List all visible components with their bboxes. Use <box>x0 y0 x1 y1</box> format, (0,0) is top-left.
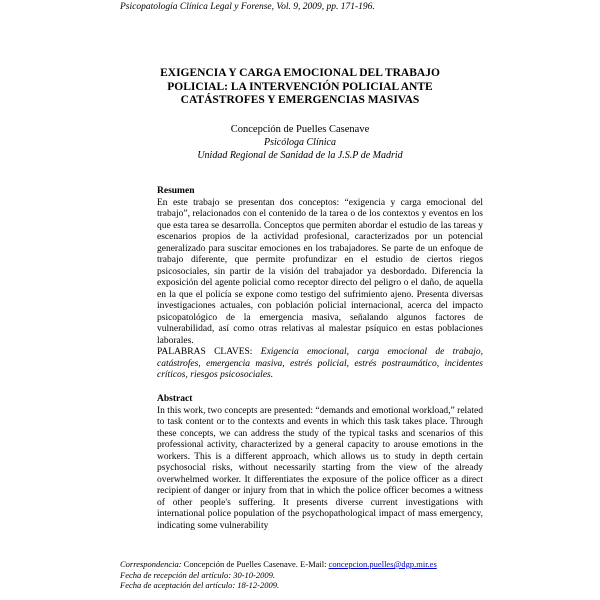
abstract-heading: Abstract <box>157 394 193 404</box>
keywords-list: Exigencia emocional, carga emocional de trabajo, catástrofes, emergencia masiva, estrés policial, estrés postraumático, incidentes críticos, riesgos psicosociales. <box>157 347 483 380</box>
author-role: Psicóloga Clínica <box>264 137 336 148</box>
author-name: Concepción de Puelles Casenave <box>230 124 370 135</box>
abstract-section <box>157 394 483 532</box>
keywords-label: PALABRAS CLAVES: <box>157 347 253 357</box>
correspondence-text: Concepción de Puelles Casenave. E-Mail: <box>183 559 327 569</box>
title-line-2: POLICIAL: LA INTERVENCIÓN POLICIAL ANTE <box>167 80 433 93</box>
resumen-body: En este trabajo se presentan dos conceptos: “exigencia y carga emocional del trabajo”, relacionados con el contenido de la tarea o de los contextos y eventos en los que esta tarea se desarrolla. Conceptos que permiten abordar el estudio de las tareas y escenarios propios de la actividad profesional, caracterizados por un potencial generalizado para suscitar emociones en los trabajadores. Se parte de un enfoque de trabajo diferente, que permite profundizar en el estudio de ciertos riegos psicosociales, sin partir de la visión del trabajador ya desbordado. Diferencia la exposición del agente policial como receptor directo del peligro o el daño, de aquella en la que el policía se expone como testigo del sufrimiento ajeno. Presenta diversas investigaciones actuales, con población policial internacional, acerca del impacto psicopatológico de la emergencia masiva, señalando algunos factores de vulnerabilidad, así como otras relativas al malestar psíquico en estas poblaciones laborales. <box>157 197 483 346</box>
resumen-heading: Resumen <box>157 186 195 196</box>
journal-running-header: Psicopatología Clínica Legal y Forense, Vol. 9, 2009, pp. 171-196. <box>120 2 375 12</box>
resumen-section <box>157 186 483 382</box>
author-block <box>150 123 450 162</box>
received-date: Fecha de recepción del artículo: 30-10-2009. <box>120 569 275 580</box>
accepted-date: Fecha de aceptación del artículo: 18-12-2009. <box>120 580 280 590</box>
article-title <box>140 67 460 108</box>
keywords-paragraph <box>157 347 483 382</box>
correspondence-line <box>120 559 437 570</box>
email-link[interactable]: concepcion.puelles@dgp.mir.es <box>328 559 437 569</box>
author-affiliation: Unidad Regional de Sanidad de la J.S.P de Madrid <box>197 150 403 161</box>
correspondence-label: Correspondencia: <box>120 559 182 569</box>
title-line-1: EXIGENCIA Y CARGA EMOCIONAL DEL TRABAJO <box>160 67 440 79</box>
footnote-block <box>120 559 437 591</box>
abstract-body: In this work, two concepts are presented: “demands and emotional workload,” related to task content or to the contexts and events in which this task takes place. Through these concepts, we can address the study of the typical tasks and scenarios of this professional activity, characterized by a general capacity to arouse emotions in the workers. This is a different approach, which allows us to study in depth certain psychosocial risks, without necessarily starting from the view of the already overwhelmed worker. It differentiates the exposure of the police officer as a direct recipient of danger or injury from that in which the police officer becomes a witness of other people's suffering. It presents diverse current investigations with international police population of the psychopathological impact of mass emergency, indicating some vulnerability <box>157 405 483 531</box>
title-line-3: CATÁSTROFES Y EMERGENCIAS MASIVAS <box>180 94 420 106</box>
